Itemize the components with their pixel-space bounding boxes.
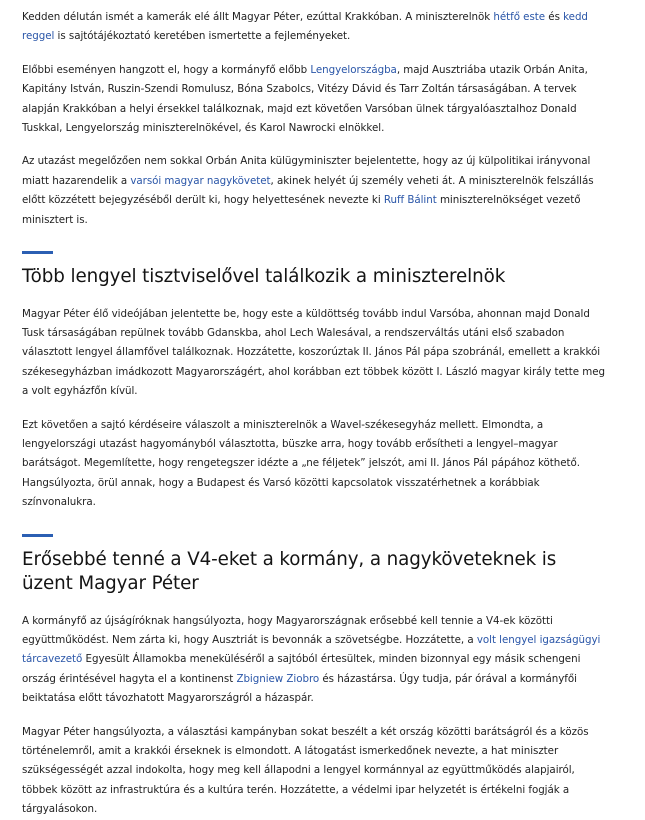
paragraph-text: Az utazást megelőzően nem sokkal Orbán Anita külügyminiszter bejelentette, hogy az új külpolitikai irányvonal miatt hazarendelik a bbox=[22, 155, 591, 187]
paragraph bbox=[22, 152, 607, 230]
link-tuesday-morning[interactable]: kedd reggel bbox=[22, 11, 588, 43]
section-heading: Több lengyel tisztviselővel találkozik a miniszterelnök bbox=[22, 266, 506, 288]
paragraph-text: Előbbi eseményen hangzott el, hogy a kormányfő előbb bbox=[22, 63, 311, 76]
link-poland[interactable]: Lengyelországba bbox=[310, 63, 397, 76]
paragraph-text: A kormányfő az újságíróknak hangsúlyozta, hogy Magyarországnak erősebbé kell tennie a V4-ek közötti együttműködést. Nem zárta ki, hogy Ausztriát is bevonnák a szövetségbe. Hozzátette, a bbox=[22, 614, 553, 647]
paragraph-text: és bbox=[545, 11, 564, 23]
paragraph: Magyar Péter hangsúlyozta, a választási kampányban sokat beszélt a két ország közötti barátságról és a közös történelemről, amit a krakkói érseknek is elmondott. A látogatást ismerkedőnek nevezte, a hat miniszter szükségességét azzal indokolta, hogy meg kell állapodni a lengyel kormánnyal az együttműködés alapjairól, többek között az infrastruktúra és a kultúra terén. Hozzátette, a védelmi ipar helyzetét is értékelni fogják a tárgyalásokon. bbox=[22, 725, 589, 816]
paragraph-text: , majd Ausztriába utazik Orbán Anita, Kapitány István, Ruszin-Szendi Romulusz, Bóna Szabolcs, Vitézy Dávid és Tarr Zoltán társaságában. A tervek alapján Krakkóban a helyi érsekkel találkoznak, majd ezt követően Varsóban ülnek tárgyalóasztalhoz Donald Tuskkal, Lengyelország miniszterelnökével, és Karol Nawrocki elnökkel. bbox=[22, 63, 588, 135]
paragraph bbox=[22, 612, 607, 709]
paragraph: Magyar Péter élő videójában jelentette be, hogy este a küldöttség tovább indul Varsóba, ahonnan majd Donald Tusk társaságában repülnek tovább Gdanskba, ahol Lech Walesával, a rendszerváltás utáni első szabadon választott lengyel államfővel találkoznak. Hozzátette, koszorúztak II. János Pál pápa szobránál, emellett a krakkói székesegyházban imádkozott Magyarországért, ahol korábban ezt többek között I. László magyar király tette meg a volt egyházfőn kívül. bbox=[22, 307, 605, 398]
link-former-justice-minister[interactable]: volt lengyel igazságügyi tárcavezető bbox=[22, 634, 601, 666]
link-monday-evening[interactable]: hétfő este bbox=[493, 11, 546, 23]
paragraph-text: Egyesült Államokba meneküléséről a sajtóból értesültek, minden bizonnyal egy másik schengeni ország érintésével hagyta el a kontinenst bbox=[22, 653, 581, 685]
paragraph-text: miniszterelnökséget vezető minisztert is. bbox=[22, 194, 581, 226]
paragraph-text: is sajtótájékoztató keretében ismertette a fejleményeket. bbox=[54, 30, 351, 43]
link-zbigniew-ziobro[interactable]: Zbigniew Ziobro bbox=[236, 672, 320, 685]
section-divider bbox=[22, 534, 53, 537]
paragraph: Ezt követően a sajtó kérdéseire válaszolt a miniszterelnök a Wavel-székesegyház mellett. Elmondta, a lengyelországi utazást hagyományból választotta, büszke arra, hogy tovább erősítheti a lengyel–magyar barátságot. Megemlítette, hogy rengetegszer idézte a „ne féljetek” jelszót, ami II. János Pál pápához köthető. Hangsúlyozta, örül annak, hogy a Budapest és Varsó közötti kapcsolatok visszatérhetnek a korábbiak színvonalukra. bbox=[22, 418, 581, 509]
paragraph bbox=[22, 8, 607, 47]
section-divider bbox=[22, 251, 53, 254]
paragraph-text: , akinek helyét új személy veheti át. A miniszterelnök felszállás előtt közzétett bejegyzéséből derült ki, hogy helyettesének nevezte ki bbox=[22, 174, 594, 207]
link-ruff-balint[interactable]: Ruff Bálint bbox=[383, 194, 437, 207]
paragraph bbox=[22, 61, 607, 139]
paragraph-text: Kedden délután ismét a kamerák elé állt Magyar Péter, ezúttal Krakkóban. A miniszterelnök bbox=[22, 11, 494, 23]
link-warsaw-ambassador[interactable]: varsói magyar nagykövetet bbox=[130, 174, 271, 187]
section-polish-officials bbox=[22, 251, 645, 513]
paragraph-text: és házastársa. Úgy tudja, pár órával a kormányfői beiktatása előtt távozhatott Magyarországról a házaspár. bbox=[22, 672, 577, 705]
section-v4 bbox=[22, 534, 645, 820]
section-heading: Erősebbé tenné a V4-eket a kormány, a nagyköveteknek is üzent Magyar Péter bbox=[22, 548, 557, 595]
